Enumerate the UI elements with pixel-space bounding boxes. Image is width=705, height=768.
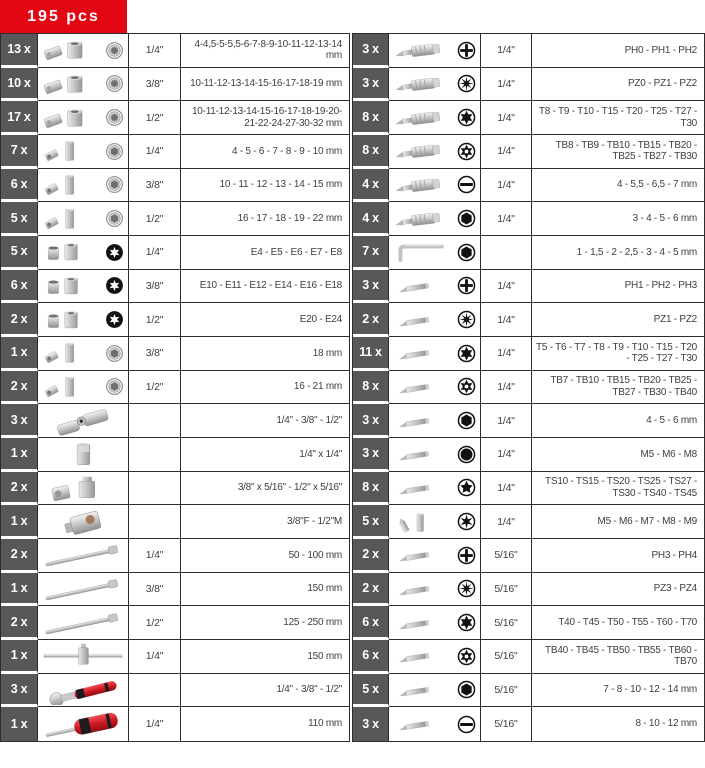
sizes-cell — [532, 34, 704, 68]
adapter-pair-image — [41, 473, 125, 503]
sizes-text: TB40 - TB45 - TB50 - TB55 - TB60 - TB70 — [545, 644, 697, 668]
tool-image-cell — [389, 371, 481, 405]
tool-image-cell — [389, 573, 481, 607]
torx-icon — [456, 107, 477, 128]
sizes-text: PH0 - PH1 - PH2 — [624, 44, 697, 56]
tool-image-cell — [389, 438, 481, 472]
torx-tamper-icon — [456, 141, 477, 162]
e-socket-image — [41, 305, 103, 335]
sizes-text: 125 - 250 mm — [283, 616, 342, 628]
sizes-text: TS10 - TS15 - TS20 - TS25 - TS27 - TS30 - TS40 - TS45 — [545, 476, 697, 499]
hex-icon — [456, 208, 477, 229]
drive-size-cell: 1/2" — [129, 606, 181, 640]
sizes-text: 16 - 21 mm — [293, 381, 342, 393]
sizes-cell — [532, 640, 704, 674]
quantity-cell: 3 x — [353, 270, 389, 304]
quantity-cell: 1 x — [1, 337, 38, 371]
sizes-text: 4 - 5,5 - 6,5 - 7 mm — [616, 179, 697, 191]
sizes-text: E10 - E11 - E12 - E14 - E16 - E18 — [199, 280, 342, 292]
drive-size-cell: 5/16" — [481, 606, 532, 640]
star-white-on-black-icon — [104, 242, 125, 263]
hex-icon — [456, 242, 477, 263]
sizes-text: 150 mm — [307, 650, 342, 662]
drive-size-cell: 1/4" — [481, 303, 532, 337]
quantity-cell: 2 x — [1, 606, 38, 640]
quantity-cell: 5 x — [353, 674, 389, 708]
quantity-cell: 11 x — [353, 337, 389, 371]
sizes-cell — [181, 337, 349, 371]
quantity-cell: 3 x — [353, 707, 389, 741]
quantity-cell: 3 x — [353, 34, 389, 68]
pozidriv-icon — [456, 73, 477, 94]
tool-image-cell — [38, 270, 129, 304]
sizes-cell — [181, 303, 349, 337]
sizes-text: M5 - M6 - M8 — [640, 448, 697, 460]
sizes-cell — [532, 438, 704, 472]
sizes-cell — [532, 404, 704, 438]
drive-size-cell — [129, 404, 181, 438]
bit-image — [392, 540, 455, 570]
sizes-text: T40 - T45 - T50 - T55 - T60 - T70 — [558, 616, 697, 628]
drive-size-cell: 1/2" — [129, 101, 181, 135]
quantity-cell: 8 x — [353, 472, 389, 506]
extension-bar-image — [41, 540, 125, 570]
quantity-cell: 5 x — [1, 236, 38, 270]
tool-image-cell — [38, 135, 129, 169]
sizes-text: 1 - 1,5 - 2 - 2,5 - 3 - 4 - 5 mm — [576, 246, 697, 258]
tool-image-cell — [389, 101, 481, 135]
deep-socket-image — [41, 338, 103, 368]
pentalobe-icon — [456, 477, 477, 498]
sizes-cell — [181, 270, 349, 304]
sizes-cell — [181, 573, 349, 607]
tool-image-cell — [389, 505, 481, 539]
tool-image-cell — [38, 34, 129, 68]
sizes-cell — [181, 539, 349, 573]
deep-socket-image — [41, 170, 103, 200]
pozidriv-icon — [456, 309, 477, 330]
deep-socket-image — [41, 204, 103, 234]
sizes-cell — [181, 68, 349, 102]
sizes-text: 1/4" - 3/8" - 1/2" — [276, 684, 342, 696]
quantity-cell: 5 x — [353, 505, 389, 539]
quantity-cell: 2 x — [1, 539, 38, 573]
bit-image — [392, 709, 455, 739]
bit-socket-image — [392, 136, 455, 166]
deep-socket-image — [41, 372, 103, 402]
hex-key-image — [392, 237, 455, 267]
bit-image — [392, 271, 455, 301]
tool-image-cell — [389, 68, 481, 102]
e-socket-image — [41, 271, 103, 301]
drive-size-cell: 1/4" — [481, 270, 532, 304]
drive-size-cell: 1/4" — [481, 169, 532, 203]
sizes-cell — [532, 68, 704, 102]
sizes-cell — [181, 236, 349, 270]
bit-image — [392, 675, 455, 705]
ring-12pt-icon — [104, 107, 125, 128]
tool-image-cell — [38, 438, 129, 472]
drive-size-cell: 3/8" — [129, 337, 181, 371]
sizes-text: 3/8" x 5/16" - 1/2" x 5/16" — [237, 482, 342, 494]
sizes-text: PZ1 - PZ2 — [653, 313, 697, 325]
sockets-pair-image — [41, 35, 103, 65]
quantity-cell: 10 x — [1, 68, 38, 102]
tool-image-cell — [389, 606, 481, 640]
sizes-text: 1/4" - 3/8" - 1/2" — [276, 414, 342, 426]
drive-size-cell: 1/2" — [129, 371, 181, 405]
drive-size-cell: 3/8" — [129, 573, 181, 607]
sizes-cell — [181, 34, 349, 68]
drive-size-cell: 1/2" — [129, 202, 181, 236]
quantity-cell: 3 x — [353, 68, 389, 102]
drive-size-cell — [129, 505, 181, 539]
bit-image — [392, 574, 455, 604]
tool-image-cell — [389, 404, 481, 438]
sockets-pair-image — [41, 69, 103, 99]
tool-image-cell — [38, 101, 129, 135]
sizes-text: 4 - 5 - 6 mm — [646, 414, 697, 426]
drive-size-cell: 1/4" — [481, 202, 532, 236]
tool-image-cell — [38, 472, 129, 506]
quantity-cell: 2 x — [353, 539, 389, 573]
bit-image — [392, 372, 455, 402]
drive-size-cell: 1/2" — [129, 303, 181, 337]
phillips-icon — [456, 40, 477, 61]
quantity-cell: 7 x — [353, 236, 389, 270]
sizes-text: E20 - E24 — [299, 313, 342, 325]
ratchet-image — [41, 675, 125, 705]
star-white-on-black-icon — [104, 275, 125, 296]
sizes-text: T8 - T9 - T10 - T15 - T20 - T25 - T27 - T30 — [538, 106, 697, 129]
sizes-text: 3/8"F - 1/2"M — [287, 515, 342, 527]
quantity-cell: 4 x — [353, 169, 389, 203]
sizes-text: 4 - 5 - 6 - 7 - 8 - 9 - 10 mm — [231, 145, 342, 157]
bit-socket-image — [392, 170, 455, 200]
drive-size-cell: 1/4" — [129, 539, 181, 573]
sizes-cell — [181, 135, 349, 169]
quantity-cell: 3 x — [1, 674, 38, 708]
phillips-icon — [456, 275, 477, 296]
drive-size-cell: 1/4" — [481, 371, 532, 405]
adapter-big-image — [41, 507, 125, 537]
torx-icon — [456, 343, 477, 364]
sizes-text: 18 mm — [312, 347, 342, 359]
tool-image-cell — [38, 169, 129, 203]
drive-size-cell: 1/4" — [481, 68, 532, 102]
sizes-cell — [532, 169, 704, 203]
sizes-text: PH3 - PH4 — [651, 549, 697, 561]
tool-image-cell — [38, 404, 129, 438]
sizes-cell — [181, 101, 349, 135]
sizes-cell — [532, 270, 704, 304]
ring-6pt-icon — [104, 141, 125, 162]
sizes-cell — [532, 202, 704, 236]
sizes-cell — [181, 674, 349, 708]
bit-image — [392, 641, 455, 671]
extension-bar-image — [41, 608, 125, 638]
torx-tamper-icon — [456, 646, 477, 667]
tool-image-cell — [389, 169, 481, 203]
t-bar-image — [41, 641, 125, 671]
bit-image — [392, 608, 455, 638]
sizes-text: 8 - 10 - 12 mm — [635, 718, 697, 730]
quantity-cell: 7 x — [1, 135, 38, 169]
quantity-cell: 5 x — [1, 202, 38, 236]
pieces-badge — [0, 0, 127, 33]
sizes-cell — [532, 101, 704, 135]
quantity-cell: 6 x — [353, 606, 389, 640]
ring-12pt-icon — [104, 40, 125, 61]
quantity-cell: 2 x — [353, 303, 389, 337]
quantity-cell: 2 x — [1, 303, 38, 337]
drive-size-cell: 1/4" — [129, 236, 181, 270]
sizes-text: TB8 - TB9 - TB10 - TB15 - TB20 - TB25 - TB27 - TB30 — [555, 139, 697, 163]
tool-image-cell — [389, 135, 481, 169]
drive-size-cell: 1/4" — [129, 135, 181, 169]
bit-image — [392, 305, 455, 335]
drive-size-cell: 1/4" — [481, 505, 532, 539]
sizes-cell — [181, 707, 349, 741]
sizes-text: 16 - 17 - 18 - 19 - 22 mm — [237, 212, 342, 224]
xzn-icon — [456, 511, 477, 532]
quantity-cell: 1 x — [1, 573, 38, 607]
sizes-text: PZ0 - PZ1 - PZ2 — [627, 78, 697, 90]
quantity-cell: 1 x — [1, 707, 38, 741]
sockets-table — [0, 33, 350, 742]
star-white-on-black-icon — [104, 309, 125, 330]
sizes-text: 50 - 100 mm — [288, 549, 342, 561]
sizes-cell — [181, 169, 349, 203]
bit-image — [392, 473, 455, 503]
drive-size-cell: 3/8" — [129, 68, 181, 102]
pieces-count-label: 195 pcs — [27, 7, 100, 25]
tool-image-cell — [389, 202, 481, 236]
tool-image-cell — [38, 337, 129, 371]
phillips-icon — [456, 545, 477, 566]
quantity-cell: 8 x — [353, 101, 389, 135]
hex-icon — [456, 679, 477, 700]
sizes-cell — [532, 371, 704, 405]
sizes-cell — [532, 674, 704, 708]
drive-size-cell: 1/4" — [481, 404, 532, 438]
tool-image-cell — [38, 202, 129, 236]
tool-image-cell — [38, 539, 129, 573]
sizes-cell — [532, 707, 704, 741]
slotted-icon — [456, 174, 477, 195]
tool-image-cell — [389, 674, 481, 708]
drive-size-cell: 5/16" — [481, 640, 532, 674]
quantity-cell: 1 x — [1, 505, 38, 539]
sizes-cell — [532, 303, 704, 337]
tool-image-cell — [389, 236, 481, 270]
bit-pair-image — [392, 507, 455, 537]
quantity-cell: 13 x — [1, 34, 38, 68]
tool-image-cell — [38, 371, 129, 405]
tool-image-cell — [389, 472, 481, 506]
sizes-text: E4 - E5 - E6 - E7 - E8 — [250, 246, 342, 258]
sizes-cell — [181, 371, 349, 405]
sizes-text: 110 mm — [308, 718, 342, 730]
bit-socket-image — [392, 103, 455, 133]
ring-6pt-icon — [104, 343, 125, 364]
bit-image — [392, 338, 455, 368]
ring-6pt-icon — [104, 208, 125, 229]
drive-size-cell: 1/4" — [481, 438, 532, 472]
sizes-cell — [532, 505, 704, 539]
quantity-cell: 8 x — [353, 135, 389, 169]
quantity-cell: 3 x — [1, 404, 38, 438]
sizes-cell — [532, 236, 704, 270]
tool-image-cell — [389, 539, 481, 573]
drive-size-cell: 5/16" — [481, 674, 532, 708]
tool-image-cell — [38, 640, 129, 674]
drive-size-cell — [481, 236, 532, 270]
sizes-text: 7 - 8 - 10 - 12 - 14 mm — [603, 684, 697, 696]
quantity-cell: 4 x — [353, 202, 389, 236]
sizes-cell — [181, 505, 349, 539]
quantity-cell: 17 x — [1, 101, 38, 135]
sizes-text: PZ3 - PZ4 — [653, 583, 697, 595]
drive-size-cell — [129, 472, 181, 506]
drive-size-cell: 3/8" — [129, 169, 181, 203]
drive-size-cell: 3/8" — [129, 270, 181, 304]
bit-socket-image — [392, 69, 455, 99]
quantity-cell: 1 x — [1, 640, 38, 674]
sizes-cell — [181, 640, 349, 674]
sizes-cell — [181, 606, 349, 640]
tool-image-cell — [38, 707, 129, 741]
sizes-text: 1/4" x 1/4" — [299, 448, 342, 460]
tool-image-cell — [389, 303, 481, 337]
pozidriv-icon — [456, 578, 477, 599]
sizes-text: 10 - 11 - 12 - 13 - 14 - 15 mm — [219, 179, 342, 191]
bit-socket-image — [392, 204, 455, 234]
sizes-text: 10-11-12-13-14-15-16-17-18-19-20-21-22-24-27-30-32 mm — [192, 106, 342, 129]
tool-image-cell — [389, 270, 481, 304]
tool-image-cell — [38, 303, 129, 337]
extension-bar-image — [41, 574, 125, 604]
drive-size-cell: 1/4" — [481, 135, 532, 169]
quantity-cell: 2 x — [1, 472, 38, 506]
torx-icon — [456, 612, 477, 633]
tool-image-cell — [38, 606, 129, 640]
sizes-text: 4-4,5-5-5,5-6-7-8-9-10-11-12-13-14 mm — [194, 38, 342, 62]
tool-image-cell — [389, 34, 481, 68]
sizes-text: M5 - M6 - M7 - M8 - M9 — [597, 515, 697, 527]
drive-size-cell: 1/4" — [129, 34, 181, 68]
quantity-cell: 6 x — [353, 640, 389, 674]
sizes-text: T5 - T6 - T7 - T8 - T9 - T10 - T15 - T20 - T25 - T27 - T30 — [536, 341, 697, 365]
quantity-cell: 2 x — [1, 371, 38, 405]
sizes-text: 150 mm — [307, 583, 342, 595]
drive-size-cell: 1/4" — [129, 640, 181, 674]
drive-size-cell: 5/16" — [481, 539, 532, 573]
quantity-cell: 3 x — [353, 404, 389, 438]
quantity-cell: 1 x — [1, 438, 38, 472]
quantity-cell: 6 x — [1, 169, 38, 203]
drive-size-cell: 1/4" — [481, 472, 532, 506]
drive-size-cell: 1/4" — [481, 101, 532, 135]
sizes-cell — [532, 472, 704, 506]
bit-image — [392, 406, 455, 436]
sizes-text: 3 - 4 - 5 - 6 mm — [632, 212, 697, 224]
sockets-pair-image — [41, 103, 103, 133]
sizes-cell — [181, 438, 349, 472]
universal-joint-image — [41, 406, 125, 436]
sizes-text: TB7 - TB10 - TB15 - TB20 - TB25 - TB27 - TB30 - TB40 — [550, 375, 697, 398]
tool-image-cell — [38, 505, 129, 539]
quantity-cell: 6 x — [1, 270, 38, 304]
sizes-text: 10-11-12-13-14-15-16-17-18-19 mm — [190, 78, 342, 90]
bit-driver-image — [41, 709, 125, 739]
e-socket-image — [41, 237, 103, 267]
sizes-cell — [181, 472, 349, 506]
torx-tamper-icon — [456, 376, 477, 397]
bit-socket-image — [392, 35, 455, 65]
tool-image-cell — [389, 640, 481, 674]
deep-socket-image — [41, 136, 103, 166]
drive-size-cell — [129, 438, 181, 472]
tool-image-cell — [38, 236, 129, 270]
tool-image-cell — [389, 707, 481, 741]
quantity-cell: 8 x — [353, 371, 389, 405]
tool-image-cell — [389, 337, 481, 371]
spline-solid-icon — [456, 444, 477, 465]
sizes-cell — [181, 404, 349, 438]
sizes-cell — [532, 606, 704, 640]
sizes-text: PH1 - PH2 - PH3 — [624, 280, 697, 292]
ring-6pt-icon — [104, 376, 125, 397]
sizes-cell — [532, 337, 704, 371]
sizes-cell — [532, 539, 704, 573]
bits-table — [352, 33, 705, 742]
drive-size-cell — [129, 674, 181, 708]
drive-size-cell: 1/4" — [129, 707, 181, 741]
adapter-small-image — [41, 439, 125, 469]
drive-size-cell: 5/16" — [481, 573, 532, 607]
slotted-icon — [456, 714, 477, 735]
drive-size-cell: 1/4" — [481, 337, 532, 371]
drive-size-cell: 5/16" — [481, 707, 532, 741]
ring-6pt-icon — [104, 174, 125, 195]
tool-image-cell — [38, 674, 129, 708]
tool-image-cell — [38, 68, 129, 102]
tool-image-cell — [38, 573, 129, 607]
sizes-cell — [181, 202, 349, 236]
ring-12pt-icon — [104, 73, 125, 94]
hex-icon — [456, 410, 477, 431]
quantity-cell: 3 x — [353, 438, 389, 472]
drive-size-cell: 1/4" — [481, 34, 532, 68]
sizes-cell — [532, 573, 704, 607]
sizes-cell — [532, 135, 704, 169]
bit-image — [392, 439, 455, 469]
quantity-cell: 2 x — [353, 573, 389, 607]
